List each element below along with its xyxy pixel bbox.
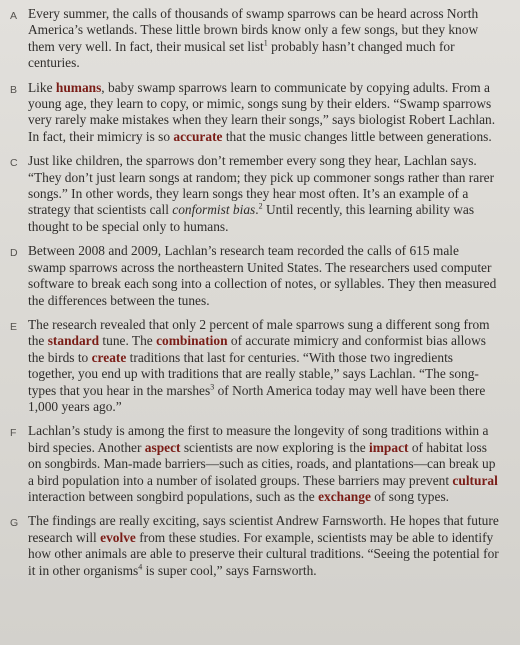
text-run: tune. The: [99, 333, 157, 349]
paragraph-letter: E: [10, 320, 18, 333]
text-run: of North America today may well have been there 1,000 years ago.”: [28, 382, 486, 414]
vocabulary-word: accurate: [173, 128, 223, 144]
text-run: The findings are really exciting, says scientist Andrew Farnsworth. He hopes that future research will: [28, 513, 499, 545]
vocabulary-word: humans: [55, 79, 102, 95]
paragraph-d: [10, 243, 500, 309]
footnote-marker: 1: [263, 38, 268, 48]
text-run: from these studies. For example, scientists may be able to identify how other animals are able to preserve their cultural traditions. “Seeing the potential for it in other organisms: [28, 529, 499, 578]
text-run: Lachlan’s study is among the first to measure the longevity of song traditions within a bird species. Another: [28, 423, 489, 455]
paragraph-text: [28, 6, 500, 72]
key-term: conformist bias: [172, 202, 256, 218]
vocabulary-word: aspect: [144, 439, 181, 455]
text-run: interaction between songbird populations, such as the: [28, 488, 319, 504]
footnote-marker: 4: [138, 562, 143, 572]
text-run: is super cool,” says Farnsworth.: [142, 562, 317, 578]
vocabulary-word: impact: [369, 439, 409, 455]
text-run: Just like children, the sparrows don’t remember every song they hear, Lachlan says. “They don’t just learn songs at random; they pick up commoner songs rather than rarer songs.” In other words, they learn songs they hear most often. It’s an example of a strategy that scientists call: [28, 153, 495, 218]
paragraph-letter: D: [10, 247, 18, 260]
vocabulary-word: create: [91, 349, 127, 365]
paragraph-letter: F: [10, 427, 17, 440]
paragraph-a: [10, 6, 500, 72]
paragraph-b: [10, 80, 500, 146]
paragraph-text: [28, 317, 500, 415]
text-run: probably hasn’t changed much for centuries.: [28, 38, 455, 71]
paragraph-text: [28, 513, 500, 579]
vocabulary-word: evolve: [100, 529, 136, 545]
paragraph-letter: A: [10, 10, 18, 22]
text-run: that the music changes little between generations.: [222, 128, 492, 144]
vocabulary-word: cultural: [452, 472, 498, 488]
text-run: .: [255, 202, 259, 218]
footnote-marker: 2: [258, 202, 263, 211]
text-run: scientists are now exploring is the: [180, 439, 370, 455]
paragraph-g: [10, 513, 500, 579]
text-run: Between 2008 and 2009, Lachlan’s research team recorded the calls of 615 male swamp sparrows across the northeastern United States. The researchers used computer software to break each song into a collection of notes, or syllables. They then measured the differences between the tunes.: [28, 243, 497, 308]
paragraph-text: [28, 423, 500, 505]
vocabulary-word: standard: [47, 333, 100, 349]
text-run: of accurate mimicry and conformist bias allows the birds to: [28, 333, 486, 365]
text-run: , baby swamp sparrows learn to communicate by copying adults. From a young age, they learn to copy, or mimic, songs sung by their elders. “Swamp sparrows very rarely make mistakes when they learn their songs,” says biologist Robert Lachlan. In fact, their mimicry is so: [28, 79, 496, 144]
text-run: of habitat loss on songbirds. Man-made barriers—such as cities, roads, and plantations—can break up a bird population into a number of isolated groups. These barriers may prevent: [28, 439, 496, 488]
paragraph-text: [28, 80, 500, 146]
paragraph-text: [28, 243, 500, 309]
paragraph-text: [28, 153, 500, 235]
vocabulary-word: combination: [156, 333, 228, 349]
vocabulary-word: exchange: [318, 488, 371, 504]
text-run: Like: [28, 79, 56, 95]
text-run: Until recently, this learning ability was thought to be special only to humans.: [28, 202, 475, 234]
text-run: Every summer, the calls of thousands of swamp sparrows can be heard across North America’s wetlands. These little brown birds know only a few songs, but they know them very well. In fact, their musical set list: [28, 6, 479, 54]
text-run: of song types.: [370, 488, 449, 504]
text-run: traditions that last for centuries. “With those two ingredients together, you end up with traditions that are really stable,” says Lachlan. “The song-types that you hear in the marshes: [28, 349, 479, 398]
paragraph-letter: C: [10, 157, 18, 170]
paragraph-c: [10, 153, 500, 235]
text-run: The research revealed that only 2 percent of male sparrows sung a different song from the: [28, 316, 490, 349]
paragraph-e: [10, 317, 500, 415]
footnote-marker: 3: [210, 382, 215, 392]
paragraph-letter: G: [10, 517, 19, 530]
paragraph-letter: B: [10, 83, 18, 96]
paragraph-f: [10, 423, 500, 505]
